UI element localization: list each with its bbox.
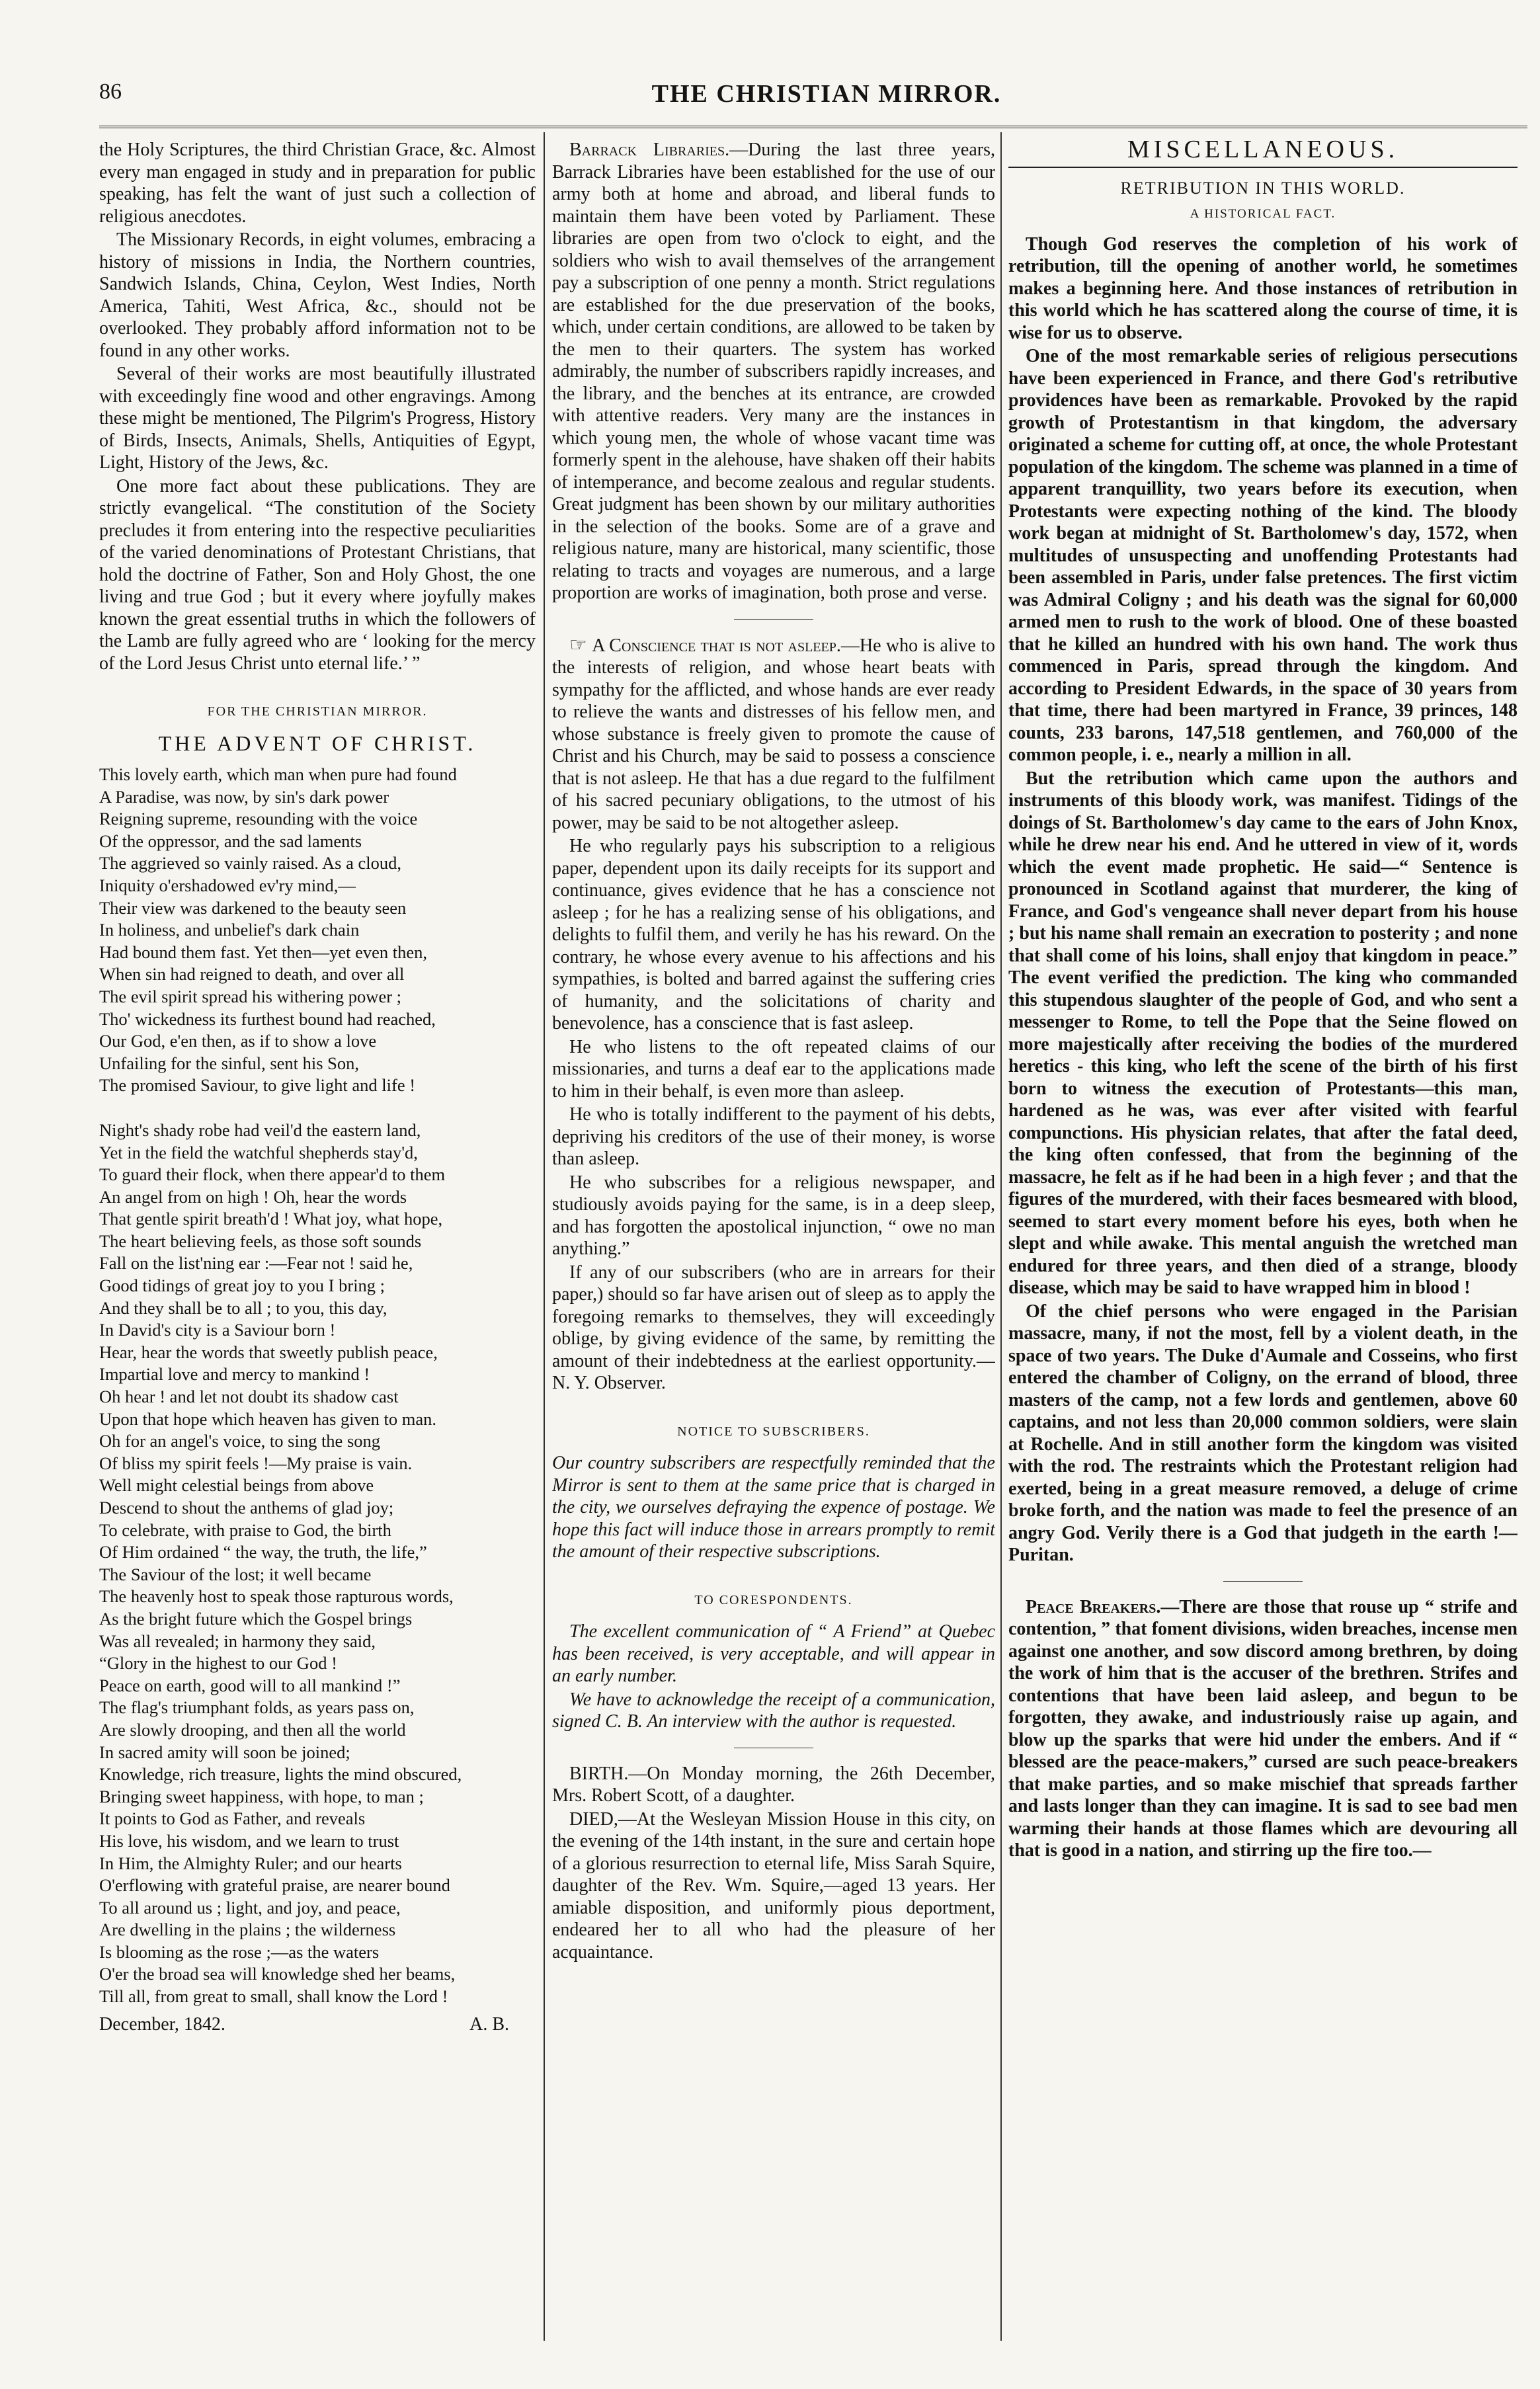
poem-line: Yet in the field the watchful shepherds stay'd, (99, 1142, 418, 1162)
paragraph: He who is totally indifferent to the payment of his debts, depriving his creditors of the use of their money, is worse than asleep. (552, 1104, 995, 1169)
intro-text (99, 139, 536, 674)
poem-line: An angel from on high ! Oh, hear the words (99, 1186, 407, 1207)
poem-line: Upon that hope which heaven has given to man. (99, 1408, 436, 1429)
masthead (99, 79, 1540, 119)
poem-line: Our God, e'en then, as if to show a love (99, 1031, 377, 1051)
page-number: 86 (99, 79, 122, 104)
divider (1223, 1581, 1303, 1582)
column-right (1008, 139, 1518, 2367)
paragraph: The Missionary Records, in eight volumes, embracing a history of missions in India, the Northern countries, Sandwich Islands, China, Ceylon, West Indies, North America, Tahiti, West Africa, &c., should not be overlooked. They probably afford information not to be found in any other works. (99, 229, 536, 361)
article-lead: Peace Breakers. (1026, 1596, 1161, 1617)
poem-line: As the bright future which the Gospel brings (99, 1608, 413, 1629)
poem-line: Bringing sweet happiness, with hope, to man ; (99, 1786, 424, 1806)
poem-line: In holiness, and unbelief's dark chain (99, 920, 360, 940)
barrack-libraries-article (552, 139, 995, 604)
newspaper-title: THE CHRISTIAN MIRROR. (651, 80, 1002, 108)
poem-line: Reigning supreme, resounding with the voice (99, 809, 418, 829)
poem-line: Descend to shout the anthems of glad joy; (99, 1498, 394, 1518)
peace-breakers-article (1008, 1596, 1518, 1862)
manicule-icon: ☞ (569, 633, 587, 656)
paragraph: Though God reserves the completion of his work of retribution, till the opening of another world, he sometimes makes a beginning here. And those instances of retribution in this world which he has scattered along the course of time, it is wise for us to observe. (1008, 233, 1518, 343)
poem-line: To guard their flock, when there appear'd to them (99, 1164, 446, 1185)
poem-line: A Paradise, was now, by sin's dark power (99, 786, 389, 807)
poem-line: Unfailing for the sinful, sent his Son, (99, 1053, 360, 1073)
poem-line: This lovely earth, which man when pure had found (99, 764, 457, 784)
death-notice: DIED,—At the Wesleyan Mission House in this city, on the evening of the 14th instant, in the sure and certain hope of a glorious resurrection to eternal life, Miss Sarah Squire, daughter of the Rev. Wm. Squire,—aged 13 years. Her amiable disposition, and uniformly pious deportment, endeared her to all who had the pleasure of her acquaintance. (552, 1808, 995, 1963)
poem-line: Fall on the list'ning ear :—Fear not ! said he, (99, 1253, 413, 1274)
notice-heading: NOTICE TO SUBSCRIBERS. (677, 1424, 870, 1439)
header-rule (99, 126, 1527, 128)
poem-line: Is blooming as the rose ;—as the waters (99, 1941, 380, 1962)
paragraph: But the retribution which came upon the authors and instruments of this bloody work, was manifest. Tidings of the doings of St. Bartholomew's day came to the ears of John Knox, while he drew near his end. And he uttered in view of it, words which the event made prophetic. He said—“ Sentence is pronounced in Scotland against that murderer, the king of France, and God's vengeance shall never depart from his house ; but his name shall remain an execration to posterity ; and none that shall come of his loins, shall enjoy that kingdom in peace.” The event verified the prediction. The king who commanded this stupendous slaughter of the people of God, and who sent a messenger to Rome, to tell the Pope that the Seine flowed on more majestically after receiving the bodies of the murdered heretics - this king, who left the scene of the birth of his first born to witness the execution of Protestants—this man, hardened as he was, was ever after visited with fearful compunctions. His physician relates, that after the fatal deed, the king often confessed, that from the beginning of the massacre, he felt as if he had been in a high fever ; and that the figures of the murdered, with their faces besmeared with blood, seemed to start every moment before his eyes, both when he slept and while awake. This mental anguish the wretched man endured for three years, and then died of a strange, bloody disease, which may be said to have wrapped him in blood ! (1008, 768, 1518, 1298)
poem-line: Of the oppressor, and the sad laments (99, 830, 362, 851)
poem-line: Tho' wickedness its furthest bound had reached, (99, 1008, 436, 1029)
divider (734, 619, 813, 620)
poem-line: Oh hear ! and let not doubt its shadow cast (99, 1387, 399, 1407)
paragraph: He who subscribes for a religious newspaper, and studiously avoids paying for the same, is in a deep sleep, and has forgotten the apostolical injunction, “ owe no man anything.” (552, 1172, 995, 1259)
poem-line: In David's city is a Saviour born ! (99, 1320, 336, 1340)
poem-line: O'er the broad sea will knowledge shed her beams, (99, 1964, 456, 1984)
notice-text: Our country subscribers are respectfully reminded that the Mirror is sent to them at the same price that is charged in the city, we ourselves defraying the expence of postage. We hope this fact will induce those in arrears promptly to remit the amount of their respective subscriptions. (552, 1453, 995, 1562)
poem-line: It points to God as Father, and reveals (99, 1808, 366, 1829)
poem-date: December, 1842. (99, 2013, 225, 2035)
paragraph: the Holy Scriptures, the third Christian Grace, &c. Almost every man engaged in study and in preparation for public speaking, has felt the want of just such a collection of religious anecdotes. (99, 140, 536, 227)
poem-stanza (99, 1119, 536, 2008)
correspondents-text: The excellent communication of “ A Friend” at Quebec has been received, is very acceptable, and will appear in an early number. (552, 1621, 995, 1686)
poem-line: “Glory in the highest to our God ! (99, 1653, 337, 1674)
paragraph: One more fact about these publications. They are strictly evangelical. “The constitution of the Society precludes it from entering into the respective peculiarities of the varied denominations of Protestant Christians, that hold the doctrine of Father, Son and Holy Ghost, the one living and true God ; but it every where joyfully makes known the great essential truths in which the followers of the Lamb are fully agreed who are ‘ looking for the mercy of the Lord Jesus Christ unto eternal life.’ ” (99, 475, 536, 674)
column-left (99, 139, 536, 2367)
paragraph: One of the most remarkable series of religious persecutions have been experienced in France, and there God's retributive providences have been as remarkable. Provoked by the rapid growth of Protestantism in that kingdom, the adversary originated a scheme for cutting off, at once, the whole Protestant population of the kingdom. The scheme was planned in a time of apparent tranquillity, two years before its execution, when Protestants were expecting nothing of the kind. The bloody work began at midnight of St. Bartholomew's day, 1572, when multitudes of unsuspecting and unoffending Protestants had been assembled in Paris, under false pretences. The first victim was Admiral Coligny ; and his death was the signal for 60,000 armed men to rush to the work of blood. One of these boasted that he killed an hundred with his own hand. The work thus commenced in Paris, spread through the kingdom. And according to President Edwards, in the space of 30 years from that time, there had been martyred in France, 39 princes, 148 counts, 233 barons, 147,518 gentlemen, and 760,000 of the common people, i. e., nearly a million in all. (1008, 346, 1518, 765)
poem-line: Of Him ordained “ the way, the truth, the life,” (99, 1542, 427, 1562)
article-body: —During the last three years, Barrack Libraries have been established for the use of our army both at home and abroad, and liberal funds to maintain them have been voted by Parliament. These libraries are open from two o'clock to eight, and the soldiers who wish to avail themselves of the arrangement pay a subscription of one penny a month. Strict regulations are established for the due preservation of the books, which, under certain conditions, are allowed to be taken by the men to their quarters. The system has worked admirably, the number of subscribers rapidly increases, and the library, and the benches at its entrance, are crowded with attentive readers. Very many are the instances in which young men, the whole of whose vacant time was formerly spent in the alehouse, have shaken off their habits of intemperance, and become zealous and regular students. Great judgment has been shown by our military authorities in the selection of the books. Some are of a grave and religious nature, many are historical, many scientific, those relating to tracts and voyages are numerous, and a large proportion are works of imagination, both prose and verse. (552, 140, 995, 603)
article-subtitle: A HISTORICAL FACT. (1190, 207, 1336, 221)
birth-notice: BIRTH.—On Monday morning, the 26th December, Mrs. Robert Scott, of a daughter. (552, 1763, 995, 1806)
paragraph: If any of our subscribers (who are in arrears for their paper,) should so far have arisen out of sleep as to apply the foregoing remarks to themselves, they will exceedingly oblige, by giving evidence of the same, by remitting the amount of their indebtedness at the earliest opportunity.—N. Y. Observer. (552, 1262, 995, 1393)
correspondents-heading: TO CORESPONDENTS. (694, 1592, 853, 1607)
poem-line: Impartial love and mercy to mankind ! (99, 1364, 370, 1385)
poem-line: The evil spirit spread his withering power ; (99, 986, 402, 1006)
poem-line: The Saviour of the lost; it well became (99, 1564, 372, 1584)
poem-line: That gentle spirit breath'd ! What joy, what hope, (99, 1209, 443, 1229)
correspondents-text: We have to acknowledge the receipt of a communication, signed C. B. An interview with the author is requested. (552, 1689, 995, 1732)
poem-line: Their view was darkened to the beauty seen (99, 897, 407, 918)
poem-title: THE ADVENT OF CHRIST. (158, 731, 477, 755)
poem-line: Good tidings of great joy to you I bring ; (99, 1275, 385, 1296)
poem-line: His love, his wisdom, and we learn to trust (99, 1830, 399, 1851)
poem-line: Are slowly drooping, and then all the world (99, 1719, 406, 1740)
poem-line: Iniquity o'ershadowed ev'ry mind,— (99, 875, 356, 895)
poem-line: Was all revealed; in harmony they said, (99, 1631, 376, 1651)
paragraph: He who regularly pays his subscription to a religious paper, dependent upon its daily receipts for its support and continuance, gives evidence that he has a conscience not asleep ; for he has a realizing sense of his obligations, and delights to fulfil them, and verily he has his reward. On the contrary, he whose every avenue to his affections and his sympathies, is bolted and barred against the suffering cries of humanity, and the solicitations of charity and benevolence, has a conscience that is fast asleep. (552, 836, 995, 1033)
poem-signoff (99, 2013, 536, 2036)
poem-line: And they shall be to all ; to you, this day, (99, 1297, 387, 1318)
poem-line: The promised Saviour, to give light and life ! (99, 1075, 416, 1096)
poem-line: The heart believing feels, as those soft sounds (99, 1231, 422, 1251)
poem-line: Knowledge, rich treasure, lights the mind obscured, (99, 1764, 462, 1785)
article-body: —There are those that rouse up “ strife and contention, ” that foment divisions, widen breaches, incense men against one another, and sow discord among brethren, by doing the work of him that is the accuser of the brethren. Strifes and contentions that have been laid asleep, and begun to be forgotten, they awake, and industriously raise up again, and blow up the sparks that were hid under the embers. And if “ blessed are the peace-makers,” cursed are such peace-breakers that make parties, and so make mischief that spreads farther and lasts longer than they can imagine. It is sad to see bad men warming their hands at those flames which are devouring all that is good in a nation, and stirring up the fire too.— (1008, 1596, 1518, 1861)
poem-line: Peace on earth, good will to all mankind !” (99, 1675, 401, 1695)
poem-line: Oh for an angel's voice, to sing the song (99, 1431, 381, 1451)
poem-line: To celebrate, with praise to God, the birth (99, 1519, 391, 1540)
article-lead: A Conscience that is not asleep. (592, 635, 841, 656)
poem-line: Had bound them fast. Yet then—yet even then, (99, 942, 428, 962)
paragraph: He who listens to the oft repeated claims of our missionaries, and turns a deaf ear to the applications made to him in their behalf, is even more than asleep. (552, 1036, 995, 1102)
poem-line: Till all, from great to small, shall know the Lord ! (99, 1986, 448, 2007)
column-middle (552, 139, 995, 2367)
poem-line: The heavenly host to speak those rapturous words, (99, 1586, 454, 1607)
article-body: —He who is alive to the interests of religion, and whose heart beats with sympathy for the afflicted, and whose hands are ever ready to relieve the wants and distresses of his fellow men, and whose substance is freely given to promote the cause of Christ and his Church, may be said to possess a conscience that is not asleep. He that has a due regard to the fulfilment of his sacred pecuniary obligations, to the utmost of his power, may be said to be not altogether asleep. (552, 635, 995, 833)
poem-line: O'erflowing with grateful praise, are nearer bound (99, 1875, 450, 1896)
poem-stanza (99, 764, 536, 1097)
article-lead: Barrack Libraries. (569, 140, 730, 160)
article-title: RETRIBUTION IN THIS WORLD. (1120, 178, 1406, 198)
conscience-article (552, 634, 995, 834)
poem-line: In sacred amity will soon be joined; (99, 1742, 350, 1762)
column-divider (544, 132, 545, 2341)
poem-author: A. B. (469, 2013, 509, 2035)
poem-line: Of bliss my spirit feels !—My praise is vain. (99, 1453, 413, 1473)
poem-line: The aggrieved so vainly raised. As a cloud, (99, 853, 401, 873)
paragraph: Several of their works are most beautifully illustrated with exceedingly fine wood and other engravings. Among these might be mentioned, The Pilgrim's Progress, History of Birds, Insects, Animals, Shells, Antiquities of Egypt, Light, History of the Jews, &c. (99, 364, 536, 473)
poem-line: Well might celestial beings from above (99, 1475, 374, 1496)
section-heading: MISCELLANEOUS. (1008, 139, 1518, 168)
poem-line: The flag's triumphant folds, as years pass on, (99, 1697, 415, 1718)
poem-line: When sin had reigned to death, and over all (99, 964, 405, 985)
column-divider (1000, 132, 1002, 2341)
poem-source-heading: FOR THE CHRISTIAN MIRROR. (207, 704, 428, 719)
poem-line: To all around us ; light, and joy, and peace, (99, 1897, 401, 1918)
poem-line: In Him, the Almighty Ruler; and our hearts (99, 1853, 402, 1873)
poem-line: Night's shady robe had veil'd the eastern land, (99, 1119, 421, 1140)
poem-line: Are dwelling in the plains ; the wilderness (99, 1920, 396, 1940)
poem-line: Hear, hear the words that sweetly publish peace, (99, 1342, 438, 1362)
paragraph: Of the chief persons who were engaged in the Parisian massacre, many, if not the most, fell by a violent death, in the space of two years. The Duke d'Aumale and Cosseins, who first entered the chamber of Coligny, on the errand of blood, three masters of the camp, not a few lords and gentlemen, above 60 captains, and not less than 20,000 common soldiers, were slain at Rochelle. And in still another form the kingdom was visited with the rod. The restraints which the Protestant religion had exerted, being in a great measure removed, a deluge of crime broke forth, and the nation was made to feel the presence of an angry God. Verily there is a God that judgeth in the earth !—Puritan. (1008, 1301, 1518, 1565)
